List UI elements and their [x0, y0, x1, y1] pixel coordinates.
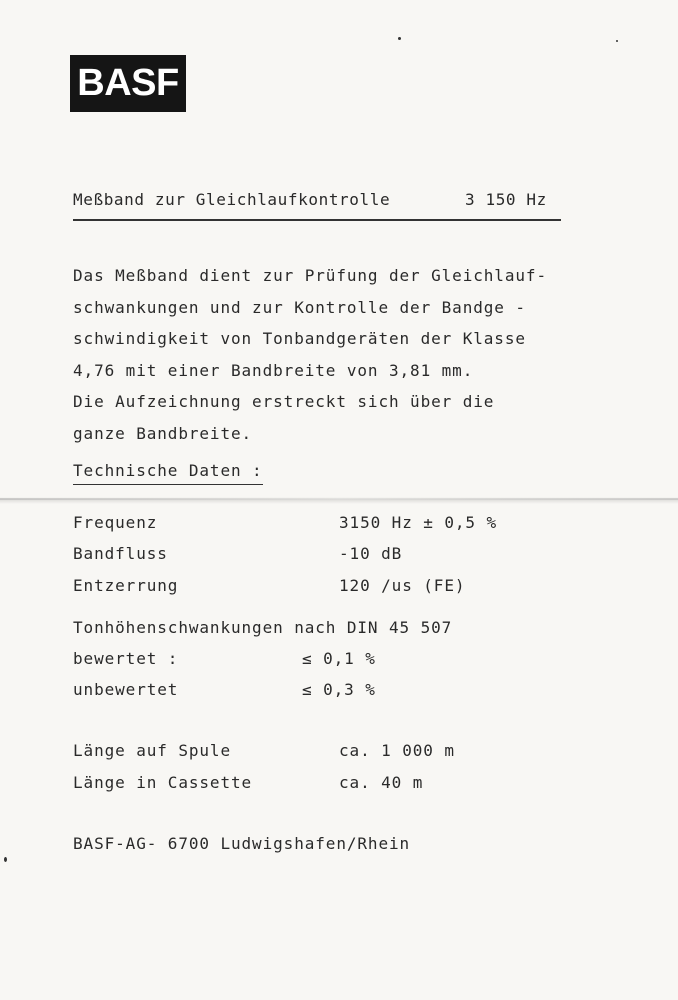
description-line: schwindigkeit von Tonbandgeräten der Klasse	[73, 329, 526, 348]
description-line: 4,76 mit einer Bandbreite von 3,81 mm.	[73, 360, 474, 380]
description-paragraph	[73, 260, 547, 449]
spec-label-flux: Bandfluss	[73, 544, 168, 563]
scan-speck	[616, 40, 618, 42]
basf-logo: BASF	[70, 55, 186, 112]
wow-label-weighted: bewertet :	[73, 649, 179, 668]
description-line: ganze Bandbreite.	[73, 423, 253, 443]
spec-value-frequency: 3150 Hz ± 0,5 %	[339, 513, 497, 532]
wow-value-unweighted: ≤ 0,3 %	[302, 680, 376, 699]
company-address: BASF-AG- 6700 Ludwigshafen/Rhein	[73, 834, 411, 853]
length-label-reel: Länge auf Spule	[73, 741, 231, 760]
technical-data-heading: Technische Daten :	[73, 459, 263, 485]
scan-speck	[398, 37, 401, 40]
description-line: Die Aufzeichnung erstreckt sich über die	[73, 392, 495, 411]
paper-fold-line	[0, 498, 678, 500]
document-title	[73, 188, 563, 212]
length-value-cassette: ca. 40 m	[339, 773, 424, 792]
length-label-cassette: Länge in Cassette	[73, 773, 253, 792]
title-label: Meßband zur Gleichlaufkontrolle	[73, 190, 391, 209]
wow-label-unweighted: unbewertet	[73, 680, 179, 699]
title-underline	[73, 219, 561, 221]
spec-label-equalization: Entzerrung	[73, 576, 179, 595]
description-line: schwankungen und zur Kontrolle der Bandge -	[73, 297, 526, 317]
spec-label-frequency: Frequenz	[73, 513, 158, 532]
wow-value-weighted: ≤ 0,1 %	[302, 649, 376, 668]
title-frequency: 3 150 Hz	[465, 190, 547, 209]
scan-speck	[4, 857, 7, 862]
description-line: Das Meßband dient zur Prüfung der Gleichlauf-	[73, 266, 547, 285]
length-value-reel: ca. 1 000 m	[339, 741, 455, 760]
spec-value-flux: -10 dB	[339, 544, 403, 563]
wow-flutter-heading: Tonhöhenschwankungen nach DIN 45 507	[73, 618, 453, 637]
spec-value-equalization: 120 /us (FE)	[339, 576, 466, 595]
